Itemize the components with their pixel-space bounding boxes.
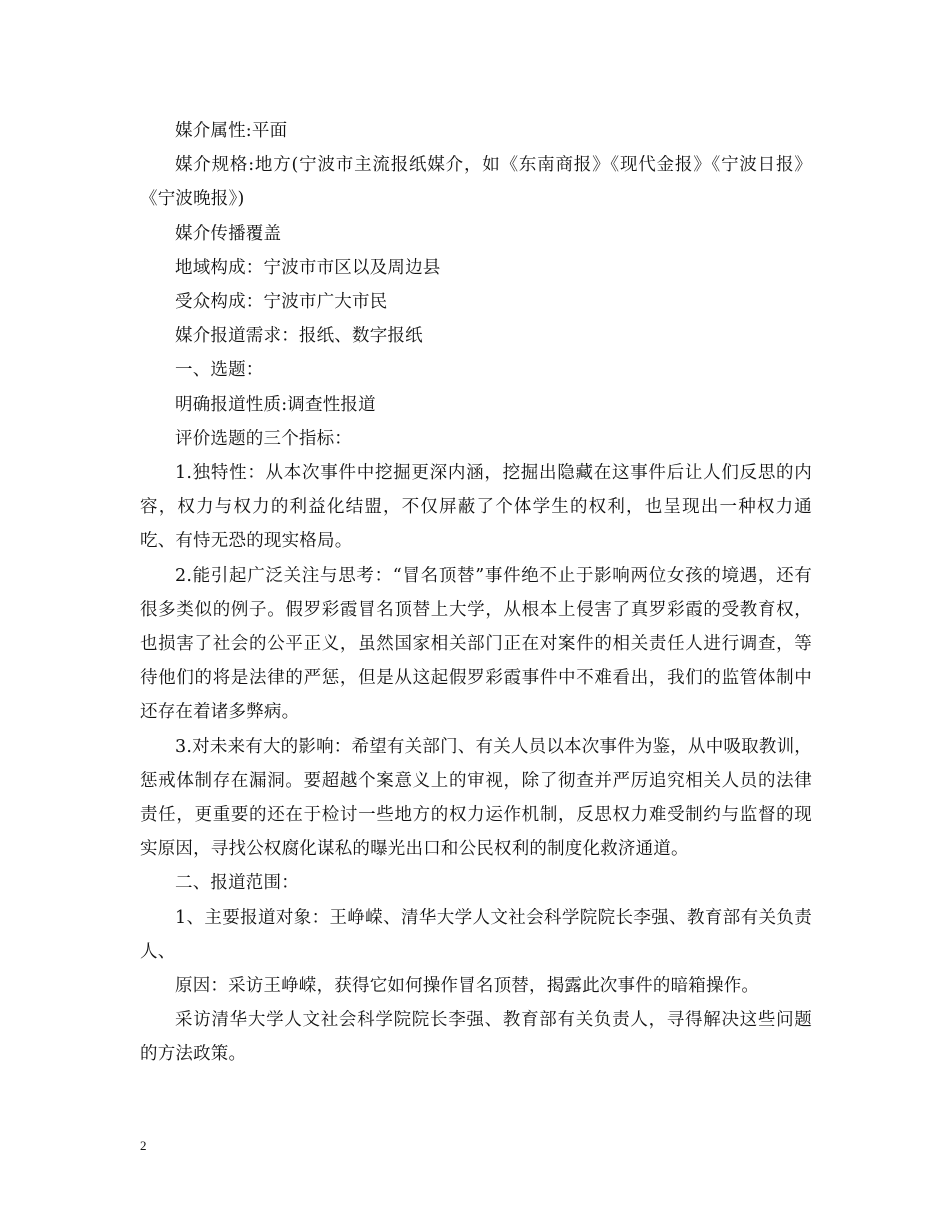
paragraph-media-spec: 媒介规格:地方(宁波市主流报纸媒介，如《东南商报》《现代金报》《宁波日报》《宁波晚报》) [140, 155, 812, 210]
paragraph-region: 地域构成：宁波市市区以及周边县 [175, 257, 441, 278]
paragraph-report-nature: 明确报道性质:调查性报道 [175, 394, 376, 415]
paragraph-main-subjects: 1、主要报道对象：王峥嵘、清华大学人文社会科学院院长李强、教育部有关负责人、 [140, 907, 812, 962]
section-heading-topic: 一、选题： [175, 360, 264, 381]
paragraph-criterion-impact: 3.对未来有大的影响：希望有关部门、有关人员以本次事件为鉴，从中吸取教训，惩戒体制存在漏洞。要超越个案意义上的审视，除了彻查并严厉追究相关人员的法律责任，更重要的还在于检讨一些地方的权力运作机制，反思权力难受制约与监督的现实原因，寻找公权腐化谋私的曝光出口和公民权利的制度化救济通道。 [140, 736, 812, 860]
paragraph-report-needs: 媒介报道需求：报纸、数字报纸 [175, 326, 423, 347]
section-heading-scope: 二、报道范围： [175, 873, 299, 894]
paragraph-audience: 受众构成：宁波市广大市民 [175, 292, 388, 313]
paragraph-reason: 原因：采访王峥嵘，获得它如何操作冒名顶替，揭露此次事件的暗箱操作。 [175, 976, 760, 997]
paragraph-criterion-attention: 2.能引起广泛关注与思考：“冒名顶替”事件绝不止于影响两位女孩的境遇，还有很多类似的例子。假罗彩霞冒名顶替上大学，从根本上侵害了真罗彩霞的受教育权，也损害了社会的公平正义，虽然国家相关部门正在对案件的相关责任人进行调查，等待他们的将是法律的严惩，但是从这起假罗彩霞事件中不难看出，我们的监管体制中还存在着诸多弊病。 [140, 565, 812, 723]
paragraph-three-criteria: 评价选题的三个指标： [175, 428, 352, 449]
page-number: 2 [140, 1138, 147, 1153]
paragraph-media-coverage: 媒介传播覆盖 [175, 223, 282, 244]
paragraph-criterion-uniqueness: 1.独特性：从本次事件中挖掘更深内涵，挖掘出隐藏在这事件后让人们反思的内容，权力与权力的利益化结盟，不仅屏蔽了个体学生的权利，也呈现出一种权力通吃、有恃无恐的现实格局。 [140, 463, 812, 552]
paragraph-interview-plan: 采访清华大学人文社会科学院院长李强、教育部有关负责人，寻得解决这些问题的方法政策。 [140, 1010, 812, 1065]
paragraph-media-attribute: 媒介属性:平面 [175, 121, 288, 141]
document-body [140, 114, 812, 1072]
